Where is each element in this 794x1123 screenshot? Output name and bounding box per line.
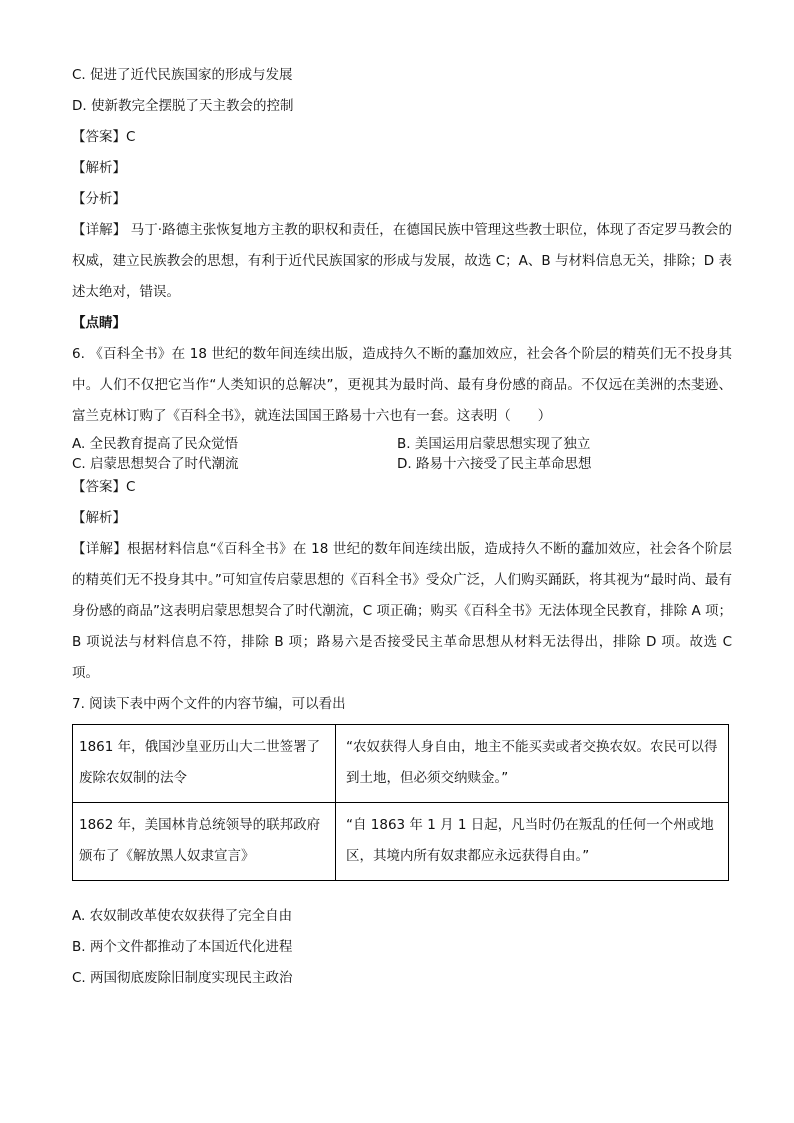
q6-options-row-1 [72, 432, 732, 452]
q5-option-d: D. 使新教完全摆脱了天主教会的控制 [72, 98, 294, 114]
q5-option-c: C. 促进了近代民族国家的形成与发展 [72, 67, 293, 83]
q7-option-c: C. 两国彻底废除旧制度实现民主政治 [72, 970, 293, 986]
table-cell-document: 1862 年，美国林肯总统领导的联邦政府颁布了《解放黑人奴隶宣言》 [73, 803, 336, 881]
document-page [72, 60, 732, 994]
q5-answer: 【答案】C [72, 129, 136, 145]
q5-fenxi-heading: 【分析】 [72, 191, 126, 207]
q5-analysis-heading: 【解析】 [72, 160, 126, 176]
q5-detail: 【详解】 马丁·路德主张恢复地方主教的职权和责任，在德国民族中管理这些教士职位，体现了否定罗马教会的权威，建立民族教会的思想，有利于近代民族国家的形成与发展，故选 C；A、B 与材料信息无关，排除；D 表述太绝对，错误。 [72, 222, 732, 300]
table-row [73, 803, 729, 881]
q6-options-row-2 [72, 452, 732, 472]
q6-option-c: C. 启蒙思想契合了时代潮流 [72, 456, 239, 472]
q6-option-d: D. 路易十六接受了民主革命思想 [397, 456, 592, 472]
q6-detail: 【详解】根据材料信息“《百科全书》在 18 世纪的数年间连续出版，造成持久不断的蠢加效应，社会各个阶层的精英们无不投身其中。”可知宣传启蒙思想的《百科全书》受众广泛，人们购买踊跃，将其视为“最时尚、最有身份感的商品”这表明启蒙思想契合了时代潮流，C 项正确；购买《百科全书》无法体现全民教育，排除 A 项；B 项说法与材料信息不符，排除 B 项；路易六是否接受民主革命思想从材料无法得出，排除 D 项。故选 C 项。 [72, 541, 732, 681]
table-cell-document: 1861 年，俄国沙皇亚历山大二世签署了废除农奴制的法令 [73, 725, 336, 803]
q7-document-table [72, 724, 729, 881]
q7-option-b: B. 两个文件都推动了本国近代化进程 [72, 939, 293, 955]
q7-option-a: A. 农奴制改革使农奴获得了完全自由 [72, 908, 293, 924]
q6-answer: 【答案】C [72, 479, 136, 495]
table-cell-content: “农奴获得人身自由，地主不能买卖或者交换农奴。农民可以得到土地，但必须交纳赎金。” [336, 725, 729, 803]
q6-stem: 6. 《百科全书》在 18 世纪的数年间连续出版，造成持久不断的蠢加效应，社会各个阶层的精英们无不投身其中。人们不仅把它当作“人类知识的总解决”，更视其为最时尚、最有身份感的商品。不仅远在美洲的杰斐逊、富兰克林订购了《百科全书》，就连法国国王路易十六也有一套。这表明（ ） [72, 346, 732, 424]
q6-option-b: B. 美国运用启蒙思想实现了独立 [397, 436, 591, 452]
table-cell-content: “自 1863 年 1 月 1 日起，凡当时仍在叛乱的任何一个州或地区，其境内所有奴隶都应永远获得自由。” [336, 803, 729, 881]
q5-dianjing-heading: 【点睛】 [72, 315, 126, 331]
table-row [73, 725, 729, 803]
q6-option-a: A. 全民教育提高了民众觉悟 [72, 436, 239, 452]
q7-stem: 7. 阅读下表中两个文件的内容节编，可以看出 [72, 696, 346, 712]
q6-analysis-heading: 【解析】 [72, 510, 126, 526]
